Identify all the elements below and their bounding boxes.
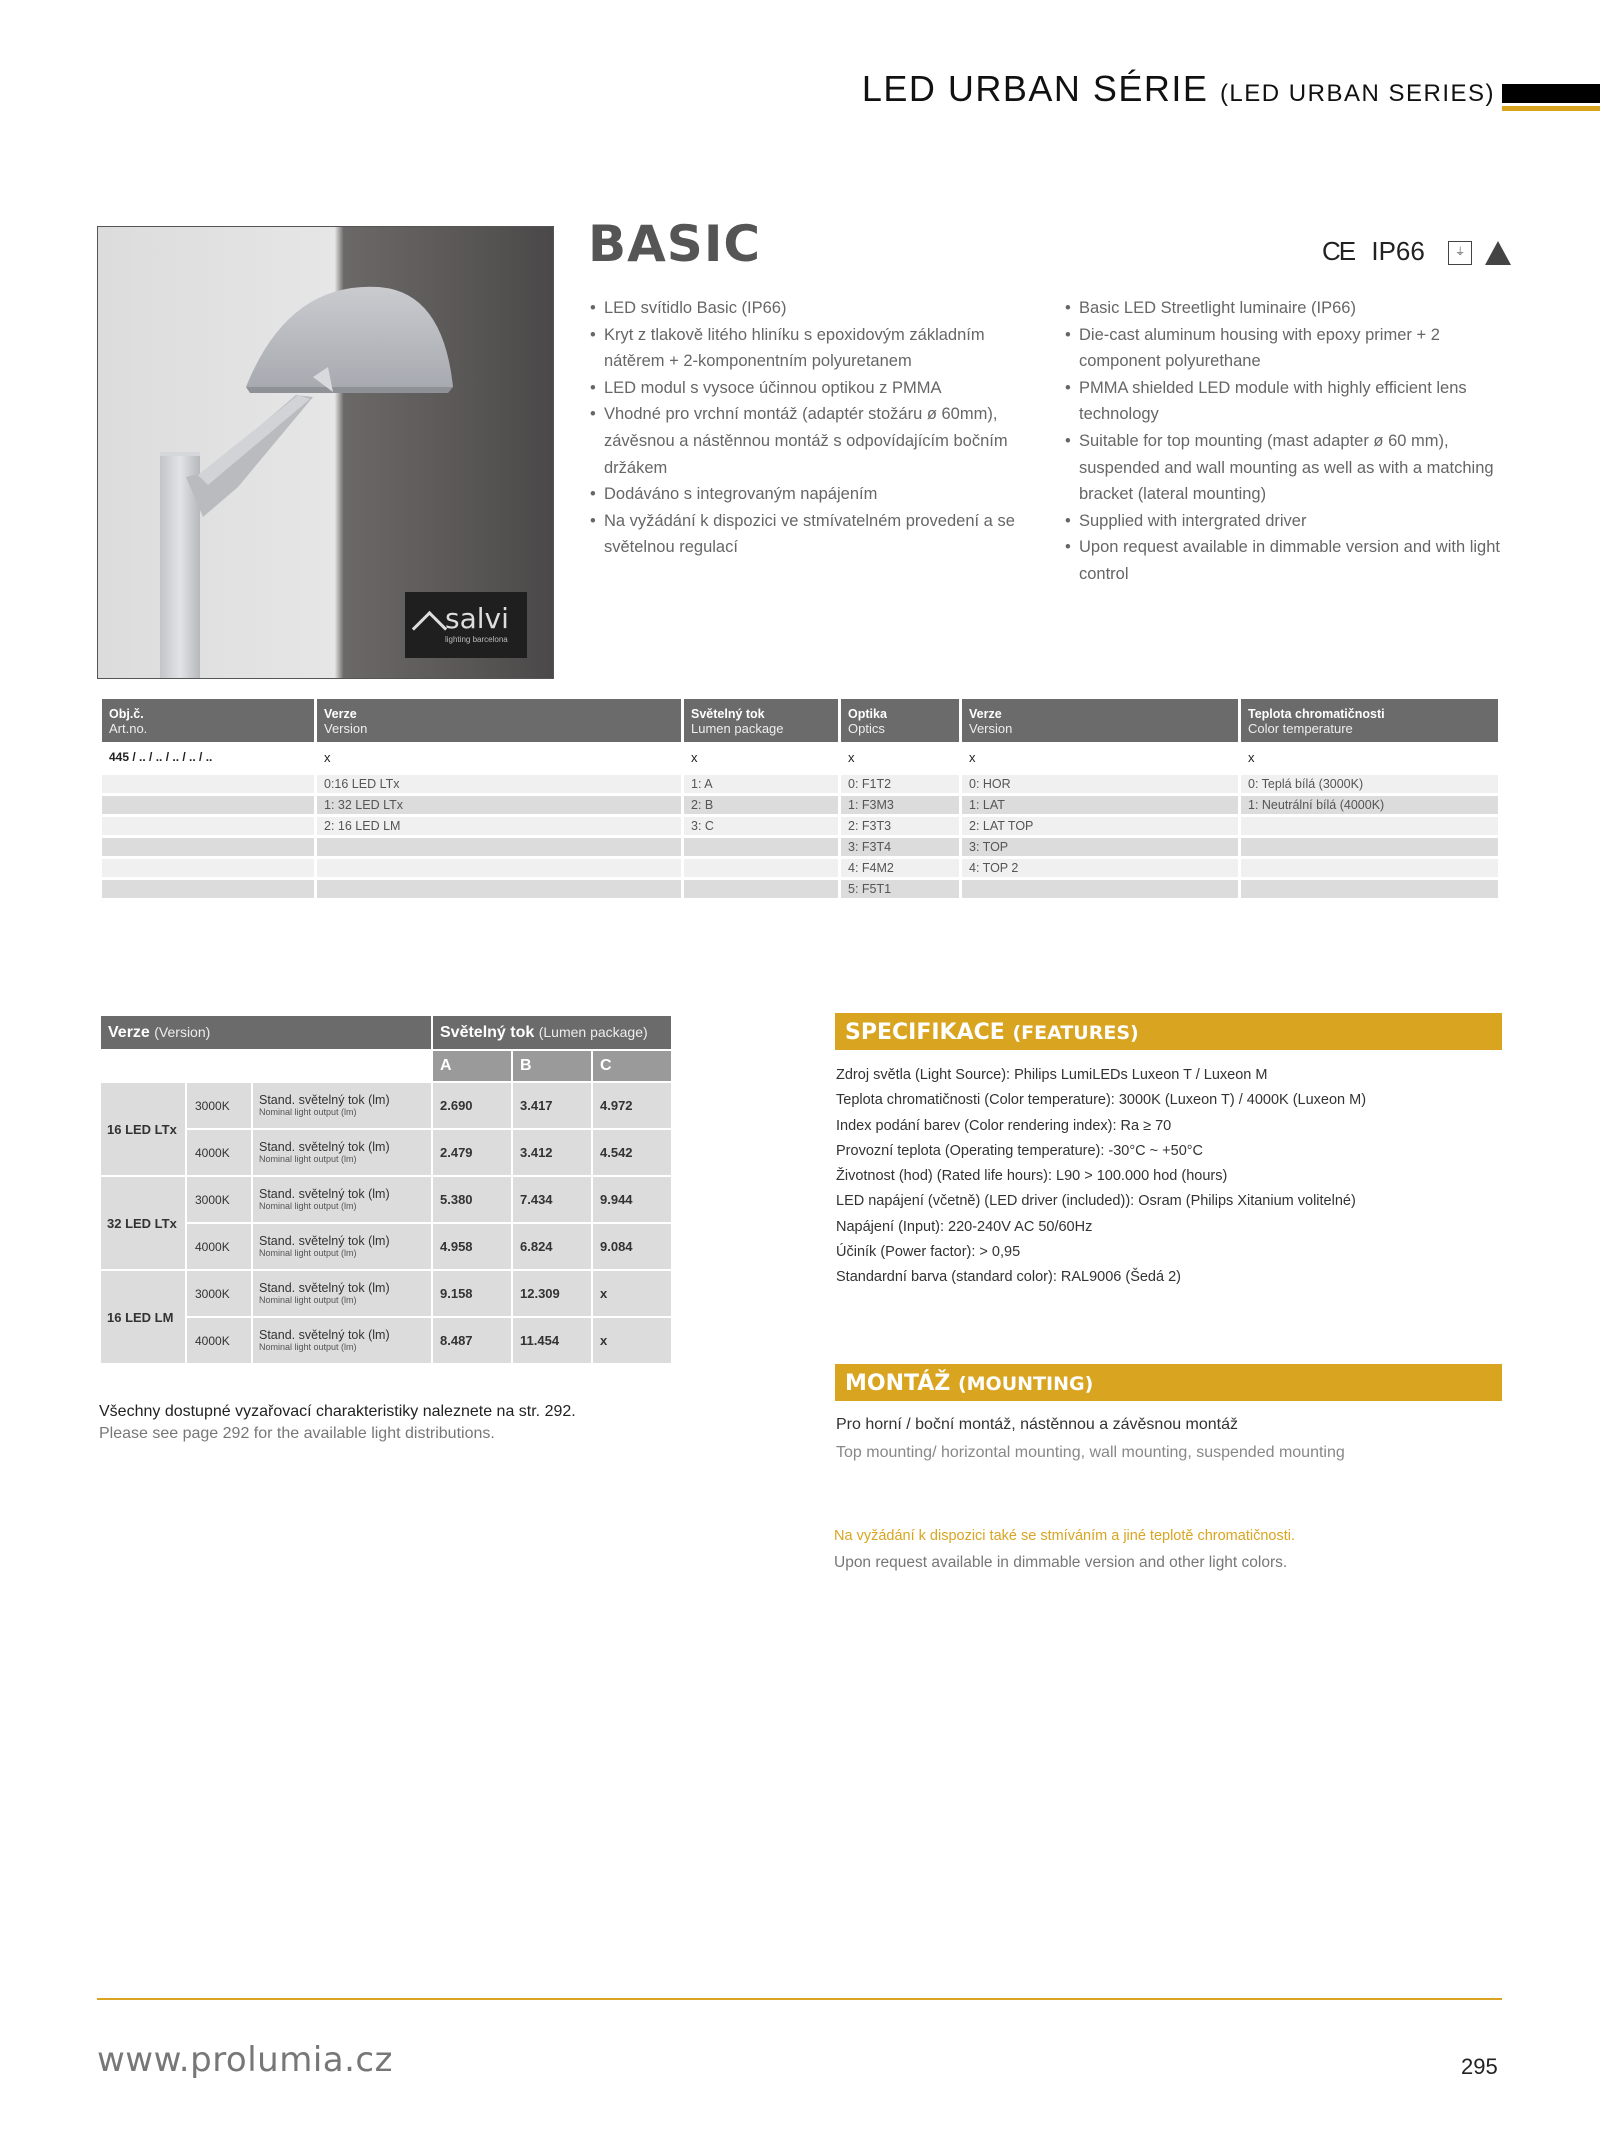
- value-c: 4.542: [592, 1129, 672, 1176]
- col-header-version: Verze Version: [317, 699, 681, 742]
- specifications-list: [836, 1063, 1366, 1291]
- value-c: x: [592, 1317, 672, 1364]
- footer-divider: [97, 1998, 1502, 2000]
- table-cell: 2: LAT TOP: [962, 817, 1238, 838]
- value-b: 7.434: [512, 1176, 592, 1223]
- table-cell: [317, 880, 681, 901]
- table-cell: [684, 880, 838, 901]
- features-list-cz: [588, 295, 1033, 561]
- col-header-art-no: Obj.č. Art.no.: [102, 699, 314, 742]
- table-cell: [1241, 817, 1498, 838]
- page-number: 295: [1461, 2054, 1498, 2079]
- description: Stand. světelný tok (lm) Nominal light output (lm): [252, 1317, 432, 1364]
- value-c: x: [592, 1270, 672, 1317]
- list-item: Účiník (Power factor): > 0,95: [836, 1244, 1021, 1261]
- table-cell: x: [1241, 742, 1498, 775]
- table-cell: 0: HOR: [962, 775, 1238, 796]
- list-item: • LED svítidlo Basic (IP66): [588, 295, 1033, 322]
- table-cell: [1241, 859, 1498, 880]
- class-icon: ⏚: [1448, 241, 1472, 265]
- header-black-bar: [1502, 84, 1600, 103]
- color-temp: 3000K: [186, 1082, 252, 1129]
- value-b: 3.412: [512, 1129, 592, 1176]
- col-header-version-2: Verze Version: [962, 699, 1238, 742]
- description: Stand. světelný tok (lm) Nominal light output (lm): [252, 1176, 432, 1223]
- table-cell: [1241, 838, 1498, 859]
- table-cell: [317, 838, 681, 859]
- table-cell: 1: A: [684, 775, 838, 796]
- mounting-heading: MONTÁŽ (MOUNTING): [835, 1364, 1502, 1401]
- value-c: 9.084: [592, 1223, 672, 1270]
- list-item: • Suitable for top mounting (mast adapter ø 60 mm), suspended and wall mounting as well as with a matching bracket (lateral mounting): [1063, 428, 1503, 508]
- distribution-note-en: Please see page 292 for the available light distributions.: [99, 1425, 495, 1442]
- col-header-optics: Optika Optics: [841, 699, 959, 742]
- col-header-lumen: Světelný tok Lumen package: [684, 699, 838, 742]
- list-item: LED napájení (včetně) (LED driver (included)): Osram (Philips Xitanium volitelné): [836, 1193, 1356, 1210]
- list-item: • Supplied with intergrated driver: [1063, 508, 1503, 535]
- group-label: 16 LED LTx: [100, 1082, 186, 1176]
- description: Stand. světelný tok (lm) Nominal light output (lm): [252, 1223, 432, 1270]
- list-item: • Die-cast aluminum housing with epoxy primer + 2 component polyurethane: [1063, 322, 1503, 375]
- table-row: [100, 1270, 672, 1317]
- table-cell: [684, 859, 838, 880]
- table-header-row: [100, 1015, 672, 1050]
- value-a: 2.690: [432, 1082, 512, 1129]
- group-label: 32 LED LTx: [100, 1176, 186, 1270]
- color-temp: 3000K: [186, 1270, 252, 1317]
- table-cell: 2: B: [684, 796, 838, 817]
- list-item: Životnost (hod) (Rated life hours): L90 > 100.000 hod (hours): [836, 1168, 1228, 1185]
- table-cell: 445 / .. / .. / .. / .. / ..: [102, 742, 314, 775]
- request-note-cz: Na vyžádání k dispozici také se stmíváním a jiné teplotě chromatičnosti.: [834, 1528, 1295, 1544]
- table-cell: x: [317, 742, 681, 775]
- table-cell: [1241, 880, 1498, 901]
- value-a: 2.479: [432, 1129, 512, 1176]
- blank-cell: [100, 1050, 432, 1082]
- table-cell: 1: LAT: [962, 796, 1238, 817]
- table-cell: [102, 817, 314, 838]
- table-cell: 3: F3T4: [841, 838, 959, 859]
- col-header-b: B: [512, 1050, 592, 1082]
- table-cell: [684, 838, 838, 859]
- col-header-color-temp: Teplota chromatičnosti Color temperature: [1241, 699, 1498, 742]
- list-item: • Dodáváno s integrovaným napájením: [588, 481, 1033, 508]
- certifications: [1322, 236, 1511, 267]
- value-a: 8.487: [432, 1317, 512, 1364]
- list-item: • Upon request available in dimmable version and with light control: [1063, 534, 1503, 587]
- value-b: 6.824: [512, 1223, 592, 1270]
- table-cell: 4: TOP 2: [962, 859, 1238, 880]
- features-heading: SPECIFIKACE (FEATURES): [835, 1013, 1502, 1050]
- color-temp: 4000K: [186, 1317, 252, 1364]
- ce-mark: CE: [1322, 236, 1355, 266]
- table-cell: x: [962, 742, 1238, 775]
- table-cell: 2: 16 LED LM: [317, 817, 681, 838]
- distribution-note-cz: Všechny dostupné vyzařovací charakteristiky naleznete na str. 292.: [99, 1403, 576, 1420]
- request-note-en: Upon request available in dimmable version and other light colors.: [834, 1554, 1288, 1571]
- group-label: 16 LED LM: [100, 1270, 186, 1364]
- series-title-en: (LED URBAN SERIES): [1219, 80, 1495, 107]
- description: Stand. světelný tok (lm) Nominal light output (lm): [252, 1270, 432, 1317]
- table-cell: 0: Teplá bílá (3000K): [1241, 775, 1498, 796]
- website-link[interactable]: www.prolumia.cz: [97, 2040, 393, 2080]
- color-temp: 3000K: [186, 1176, 252, 1223]
- value-a: 5.380: [432, 1176, 512, 1223]
- table-row: [100, 1176, 672, 1223]
- table-cell: 1: 32 LED LTx: [317, 796, 681, 817]
- table-row: [102, 796, 1498, 817]
- lumen-package-table: [99, 1014, 673, 1365]
- table-row: [102, 838, 1498, 859]
- ip-rating: IP66: [1371, 236, 1425, 266]
- features-list-en: [1063, 295, 1503, 588]
- table-cell: 1: F3M3: [841, 796, 959, 817]
- series-title-cz: LED URBAN SÉRIE: [861, 68, 1209, 109]
- col-header-c: C: [592, 1050, 672, 1082]
- list-item: • PMMA shielded LED module with highly efficient lens technology: [1063, 375, 1503, 428]
- table-cell: [102, 880, 314, 901]
- list-item: Napájení (Input): 220-240V AC 50/60Hz: [836, 1218, 1093, 1235]
- table-cell: 4: F4M2: [841, 859, 959, 880]
- list-item: • Na vyžádání k dispozici ve stmívatelném provedení a se světelnou regulací: [588, 508, 1033, 561]
- table-cell: x: [684, 742, 838, 775]
- color-temp: 4000K: [186, 1223, 252, 1270]
- value-a: 9.158: [432, 1270, 512, 1317]
- value-c: 9.944: [592, 1176, 672, 1223]
- header-gold-bar: [1502, 106, 1600, 111]
- table-cell: [102, 775, 314, 796]
- col-header-a: A: [432, 1050, 512, 1082]
- enec-triangle-icon: [1485, 241, 1511, 265]
- list-item: Standardní barva (standard color): RAL9006 (Šedá 2): [836, 1269, 1181, 1286]
- brand-tagline: lighting barcelona: [445, 635, 508, 644]
- list-item: • Vhodné pro vrchní montáž (adaptér stožáru ø 60mm), závěsnou a nástěnnou montáž s odpovídajícím bočním držákem: [588, 401, 1033, 481]
- list-item: • Kryt z tlakově litého hliníku s epoxidovým základním nátěrem + 2-komponentním polyuretanem: [588, 322, 1033, 375]
- table-row: [100, 1082, 672, 1129]
- table-row: [102, 817, 1498, 838]
- table-header-row: [102, 699, 1498, 742]
- list-item: Teplota chromatičnosti (Color temperature): 3000K (Luxeon T) / 4000K (Luxeon M): [836, 1092, 1367, 1109]
- table-row: [102, 775, 1498, 796]
- series-title: [862, 68, 1495, 110]
- table-row: [102, 742, 1498, 775]
- color-temp: 4000K: [186, 1129, 252, 1176]
- brand-name: salvi: [445, 602, 509, 635]
- table-row: [102, 859, 1498, 880]
- mounting-text-cz: Pro horní / boční montáž, nástěnnou a závěsnou montáž: [836, 1416, 1239, 1433]
- product-photo: [97, 226, 554, 679]
- brand-chevron-icon: [412, 611, 447, 646]
- value-a: 4.958: [432, 1223, 512, 1270]
- value-b: 12.309: [512, 1270, 592, 1317]
- list-item: Provozní teplota (Operating temperature): -30°C ~ +50°C: [836, 1142, 1204, 1159]
- table-cell: 3: C: [684, 817, 838, 838]
- value-b: 3.417: [512, 1082, 592, 1129]
- table-cell: [102, 859, 314, 880]
- version-header: Verze (Version): [100, 1015, 432, 1050]
- description: Stand. světelný tok (lm) Nominal light output (lm): [252, 1082, 432, 1129]
- table-cell: [102, 796, 314, 817]
- list-item: Index podání barev (Color rendering index): Ra ≥ 70: [836, 1117, 1172, 1134]
- table-cell: [962, 880, 1238, 901]
- table-subheader-row: [100, 1050, 672, 1082]
- value-c: 4.972: [592, 1082, 672, 1129]
- table-cell: [102, 838, 314, 859]
- table-cell: [317, 859, 681, 880]
- value-b: 11.454: [512, 1317, 592, 1364]
- table-cell: 3: TOP: [962, 838, 1238, 859]
- table-cell: 0: F1T2: [841, 775, 959, 796]
- list-item: Zdroj světla (Light Source): Philips LumiLEDs Luxeon T / Luxeon M: [836, 1067, 1268, 1083]
- table-row: [102, 880, 1498, 901]
- list-item: • LED modul s vysoce účinnou optikou z PMMA: [588, 375, 1033, 402]
- mounting-text-en: Top mounting/ horizontal mounting, wall mounting, suspended mounting: [836, 1444, 1345, 1461]
- product-title: BASIC: [588, 215, 762, 273]
- table-row: [100, 1317, 672, 1364]
- list-item: • Basic LED Streetlight luminaire (IP66): [1063, 295, 1503, 322]
- table-cell: 2: F3T3: [841, 817, 959, 838]
- table-cell: 1: Neutrální bílá (4000K): [1241, 796, 1498, 817]
- table-row: [100, 1129, 672, 1176]
- table-cell: 0:16 LED LTx: [317, 775, 681, 796]
- order-code-table: [99, 699, 1501, 901]
- lumen-header: Světelný tok (Lumen package): [432, 1015, 672, 1050]
- table-cell: x: [841, 742, 959, 775]
- table-row: [100, 1223, 672, 1270]
- table-cell: 5: F5T1: [841, 880, 959, 901]
- description: Stand. světelný tok (lm) Nominal light output (lm): [252, 1129, 432, 1176]
